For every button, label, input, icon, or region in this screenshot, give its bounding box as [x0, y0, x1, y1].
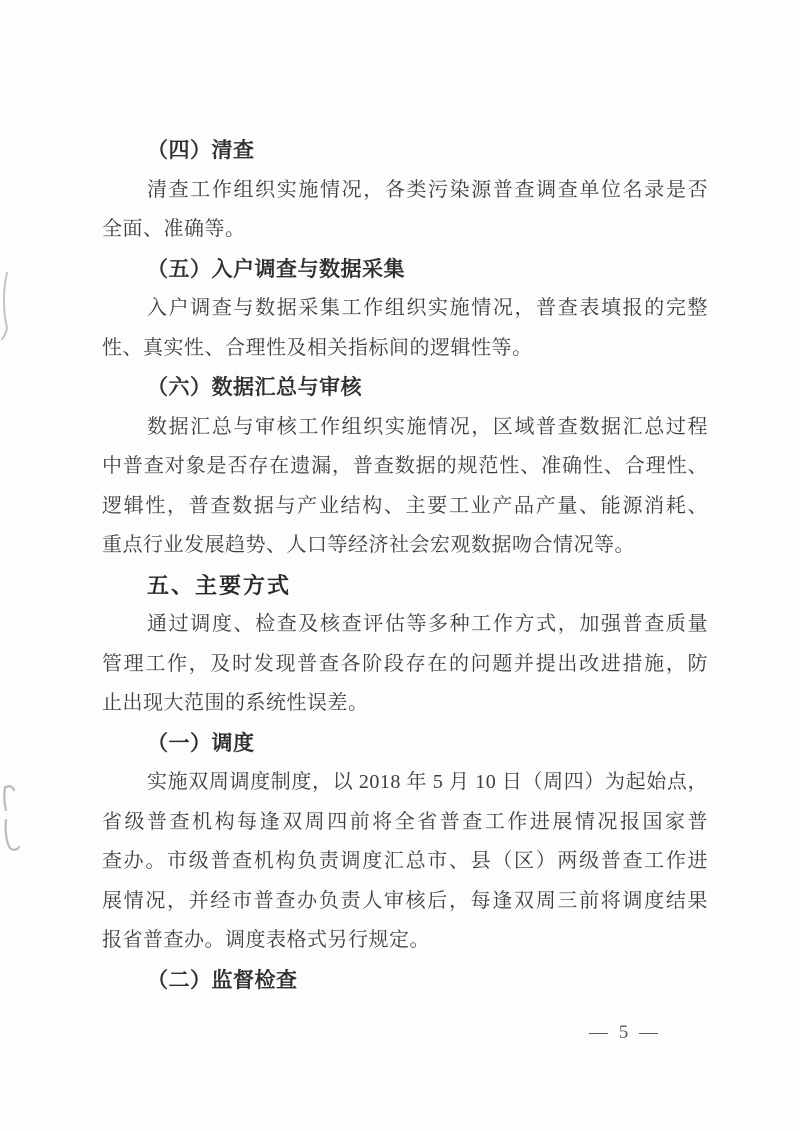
- text-line: 管理工作，及时发现普查各阶段存在的问题并提出改进措施，防: [102, 652, 708, 675]
- text-line: 性、真实性、合理性及相关指标间的逻辑性等。: [102, 336, 533, 359]
- text-line: 通过调度、检查及核查评估等多种工作方式，加强普查质量: [147, 613, 708, 635]
- subsection-heading: （一）调度: [147, 730, 255, 755]
- subsection-heading: （二）监督检查: [147, 967, 298, 992]
- text-line: 展情况，并经市普查办负责人审核后，每逢双周三前将调度结果: [102, 889, 708, 912]
- document-body: [102, 131, 708, 1000]
- subsection-heading: （六）数据汇总与审核: [147, 375, 362, 399]
- text-line: 清查工作组织实施情况，各类污染源普查调查单位名录是否: [147, 178, 708, 201]
- text-line: 查办。市级普查机构负责调度汇总市、县（区）两级普查工作进: [102, 850, 708, 872]
- scan-artifact-top-left: [0, 270, 16, 342]
- text-line: 入户调查与数据采集工作组织实施情况，普查表填报的完整: [147, 297, 708, 319]
- text-line: 中普查对象是否存在遗漏，普查数据的规范性、准确性、合理性、: [102, 455, 708, 477]
- text-line: 止出现大范围的系统性误差。: [102, 692, 369, 714]
- scan-artifact-bottom-left: [0, 784, 22, 854]
- text-line: 省级普查机构每逢双周四前将全省普查工作进展情况报国家普: [102, 810, 708, 833]
- text-line: 逻辑性，普查数据与产业结构、主要工业产品产量、能源消耗、: [102, 494, 708, 517]
- subsection-heading: （五）入户调查与数据采集: [147, 256, 405, 281]
- text-line: 数据汇总与审核工作组织实施情况，区域普查数据汇总过程: [147, 415, 708, 438]
- section-heading: 五、主要方式: [147, 572, 292, 598]
- subsection-heading: （四）清查: [147, 138, 255, 162]
- text-line: 实施双周调度制度，以 2018 年 5 月 10 日（周四）为起始点，: [147, 771, 708, 793]
- page-number: — 5 —: [589, 1022, 661, 1043]
- text-line: 重点行业发展趋势、人口等经济社会宏观数据吻合情况等。: [102, 534, 635, 556]
- text-line: 全面、准确等。: [102, 218, 246, 240]
- text-line: 报省普查办。调度表格式另行规定。: [102, 929, 430, 951]
